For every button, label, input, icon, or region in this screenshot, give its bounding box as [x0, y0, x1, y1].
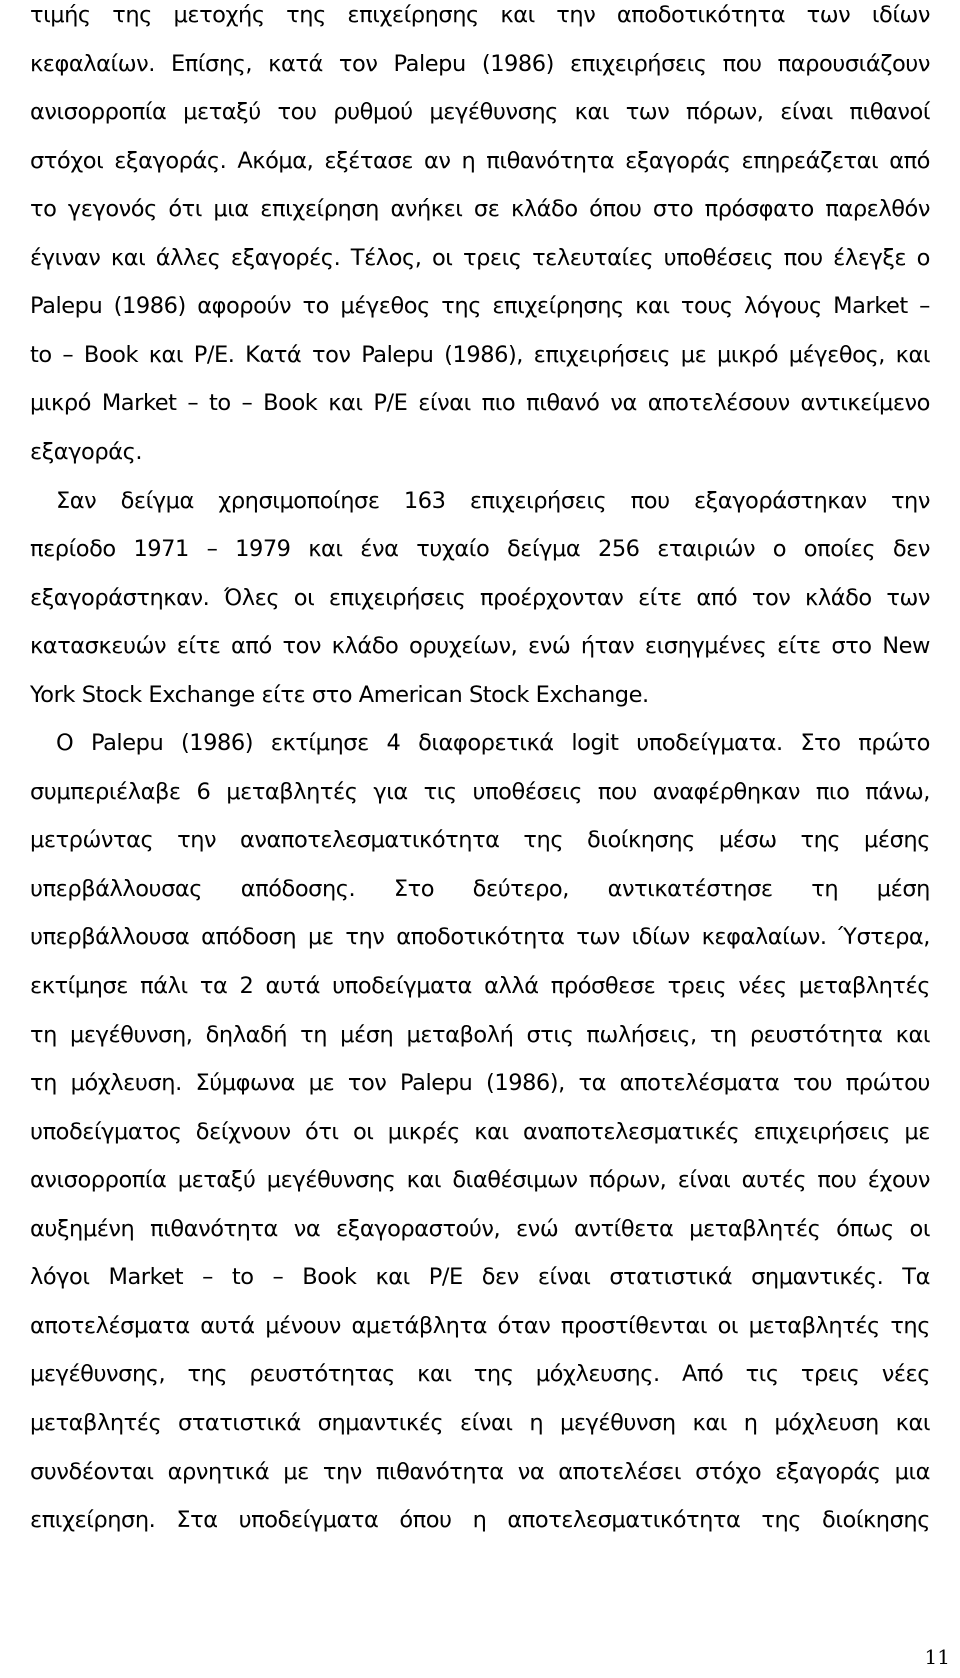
text-line: κατασκευών είτε από τον κλάδο ορυχείων, ενώ ήταν εισηγμένες είτε στο New [30, 633, 930, 660]
text-line: έγιναν και άλλες εξαγορές. Τέλος, οι τρεις τελευταίες υποθέσεις που έλεγξε ο [30, 244, 930, 271]
text-line: εξαγοράστηκαν. Όλες οι επιχειρήσεις προέρχονταν είτε από τον κλάδο των [30, 584, 930, 611]
text-line: στόχοι εξαγοράς. Ακόμα, εξέτασε αν η πιθανότητα εξαγοράς επηρεάζεται από [30, 147, 930, 174]
text-line: μετρώντας την αναποτελεσματικότητα της διοίκησης μέσω της μέσης [30, 827, 930, 854]
text-line: λόγοι Market – to – Book και P/E δεν είναι στατιστικά σημαντικές. Τα [30, 1264, 930, 1291]
text-line: τιμής της μετοχής της επιχείρησης και την αποδοτικότητα των ιδίων [30, 2, 930, 28]
text-line: ανισορροπία μεταξύ μεγέθυνσης και διαθέσιμων πόρων, είναι αυτές που έχουν [30, 1167, 930, 1194]
text-line: κεφαλαίων. Επίσης, κατά τον Palepu (1986) επιχειρήσεις που παρουσιάζουν [30, 50, 930, 77]
text-line: Ο Palepu (1986) εκτίμησε 4 διαφορετικά logit υποδείγματα. Στο πρώτο [56, 730, 930, 757]
text-line: επιχείρηση. Στα υποδείγματα όπου η αποτελεσματικότητα της διοίκησης [30, 1507, 930, 1534]
text-line: εκτίμησε πάλι τα 2 αυτά υποδείγματα αλλά πρόσθεσε τρεις νέες μεταβλητές [30, 973, 930, 999]
text-line: συμπεριέλαβε 6 μεταβλητές για τις υποθέσεις που αναφέρθηκαν πιο πάνω, [30, 778, 930, 805]
text-line: μεταβλητές στατιστικά σημαντικές είναι η μεγέθυνση και η μόχλευση και [30, 1409, 930, 1436]
text-line: το γεγονός ότι μια επιχείρηση ανήκει σε κλάδο όπου στο πρόσφατο παρελθόν [30, 196, 930, 223]
text-line: υποδείγματος δείχνουν ότι οι μικρές και αναποτελεσματικές επιχειρήσεις με [30, 1118, 930, 1145]
text-line: εξαγοράς. [30, 438, 143, 465]
text-line: ανισορροπία μεταξύ του ρυθμού μεγέθυνσης και των πόρων, είναι πιθανοί [30, 99, 930, 126]
text-line: υπερβάλλουσας απόδοσης. Στο δεύτερο, αντικατέστησε τη μέση [30, 875, 930, 902]
text-line: York Stock Exchange είτε στο American Stock Exchange. [30, 681, 649, 708]
text-line: συνδέονται αρνητικά με την πιθανότητα να αποτελέσει στόχο εξαγοράς μια [30, 1458, 930, 1485]
text-line: to – Book και P/E. Κατά τον Palepu (1986), επιχειρήσεις με μικρό μέγεθος, και [30, 341, 930, 368]
text-line: μεγέθυνσης, της ρευστότητας και της μόχλευσης. Από τις τρεις νέες [30, 1361, 930, 1388]
text-line: αποτελέσματα αυτά μένουν αμετάβλητα όταν προστίθενται οι μεταβλητές της [30, 1312, 930, 1339]
text-line: υπερβάλλουσα απόδοση με την αποδοτικότητα των ιδίων κεφαλαίων. Ύστερα, [30, 924, 930, 951]
text-line: τη μεγέθυνση, δηλαδή τη μέση μεταβολή στις πωλήσεις, τη ρευστότητα και [30, 1021, 930, 1048]
text-line: Palepu (1986) αφορούν το μέγεθος της επιχείρησης και τους λόγους Market – [30, 293, 930, 320]
text-line: Σαν δείγμα χρησιμοποίησε 163 επιχειρήσεις που εξαγοράστηκαν την [56, 487, 930, 514]
text-line: τη μόχλευση. Σύμφωνα με τον Palepu (1986), τα αποτελέσματα του πρώτου [30, 1070, 930, 1097]
text-line: περίοδο 1971 – 1979 και ένα τυχαίο δείγμα 256 εταιριών ο οποίες δεν [30, 536, 930, 563]
page-number: 11 [924, 1645, 950, 1669]
text-line: μικρό Market – to – Book και P/E είναι πιο πιθανό να αποτελέσουν αντικείμενο [30, 390, 930, 417]
text-line: αυξημένη πιθανότητα να εξαγοραστούν, ενώ αντίθετα μεταβλητές όπως οι [30, 1215, 930, 1242]
